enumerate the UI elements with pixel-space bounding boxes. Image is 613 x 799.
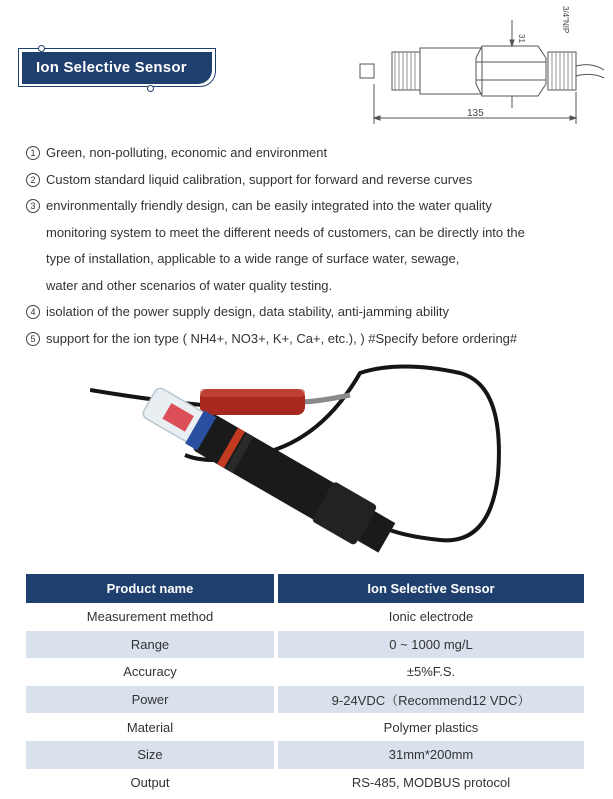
feature-text-line: water and other scenarios of water quality testing. bbox=[46, 277, 333, 293]
feature-text: isolation of the power supply design, data stability, anti-jamming ability bbox=[46, 304, 449, 319]
badge-dot-bottom bbox=[147, 85, 154, 92]
page-title: Ion Selective Sensor bbox=[36, 59, 187, 76]
feature-number: 2 bbox=[26, 173, 40, 187]
dim-length: 135 bbox=[467, 108, 484, 119]
table-cell-label: Range bbox=[26, 631, 274, 659]
dimension-drawing bbox=[352, 0, 613, 130]
drawing-hex bbox=[476, 46, 546, 96]
feature-number: 4 bbox=[26, 305, 40, 319]
feature-list bbox=[26, 140, 596, 352]
feature-text: Custom standard liquid calibration, support for forward and reverse curves bbox=[46, 171, 473, 187]
table-cell-label: Size bbox=[26, 741, 274, 769]
feature-item-3 bbox=[26, 193, 596, 299]
table-cell-label: Measurement method bbox=[26, 603, 274, 631]
table-row bbox=[26, 713, 584, 741]
table-cell-value: 9-24VDC（Recommend12 VDC） bbox=[278, 686, 584, 714]
drawing-left-thread bbox=[392, 52, 420, 90]
dim-thread: 3/4"NIP bbox=[561, 6, 570, 34]
drawing-body bbox=[420, 48, 482, 94]
table-cell-label: Accuracy bbox=[26, 658, 274, 686]
table-row bbox=[26, 741, 584, 769]
feature-text-line: environmentally friendly design, can be easily integrated into the water quality bbox=[46, 198, 492, 213]
table-cell-value: 31mm*200mm bbox=[278, 741, 584, 769]
table-cell-label: Output bbox=[26, 769, 274, 797]
table-cell-value: Polymer plastics bbox=[278, 713, 584, 741]
spec-table bbox=[26, 574, 584, 796]
feature-item-1 bbox=[26, 140, 596, 167]
product-photo bbox=[90, 355, 510, 555]
feature-number: 1 bbox=[26, 146, 40, 160]
drawing-stub bbox=[360, 64, 374, 78]
table-header-cell: Ion Selective Sensor bbox=[278, 574, 584, 603]
table-cell-label: Power bbox=[26, 686, 274, 714]
badge-dot-top bbox=[38, 45, 45, 52]
feature-number: 3 bbox=[26, 199, 40, 213]
table-cell-value: ±5%F.S. bbox=[278, 658, 584, 686]
table-row bbox=[26, 658, 584, 686]
feature-item-4 bbox=[26, 299, 596, 326]
feature-number: 5 bbox=[26, 332, 40, 346]
table-cell-label: Material bbox=[26, 713, 274, 741]
title-badge bbox=[22, 52, 222, 92]
table-row bbox=[26, 631, 584, 659]
table-header-cell: Product name bbox=[26, 574, 274, 603]
feature-item-2 bbox=[26, 167, 596, 194]
table-cell-value: Ionic electrode bbox=[278, 603, 584, 631]
dim-diameter: 31 bbox=[517, 34, 526, 43]
table-cell-value: RS-485, MODBUS protocol bbox=[278, 769, 584, 797]
table-cell-value: 0 ~ 1000 mg/L bbox=[278, 631, 584, 659]
feature-text: Green, non-polluting, economic and environment bbox=[46, 145, 328, 160]
title-box bbox=[22, 52, 212, 84]
feature-text: support for the ion type ( NH4+, NO3+, K+, Ca+, etc.), ) #Specify before ordering# bbox=[46, 330, 518, 346]
feature-item-5 bbox=[26, 326, 596, 353]
table-row bbox=[26, 686, 584, 714]
table-header-row bbox=[26, 574, 584, 603]
table-row bbox=[26, 769, 584, 797]
feature-text-line: type of installation, applicable to a wide range of surface water, sewage, bbox=[46, 251, 460, 266]
table-row bbox=[26, 603, 584, 631]
feature-text-line: monitoring system to meet the different needs of customers, can be directly into the bbox=[46, 224, 525, 240]
